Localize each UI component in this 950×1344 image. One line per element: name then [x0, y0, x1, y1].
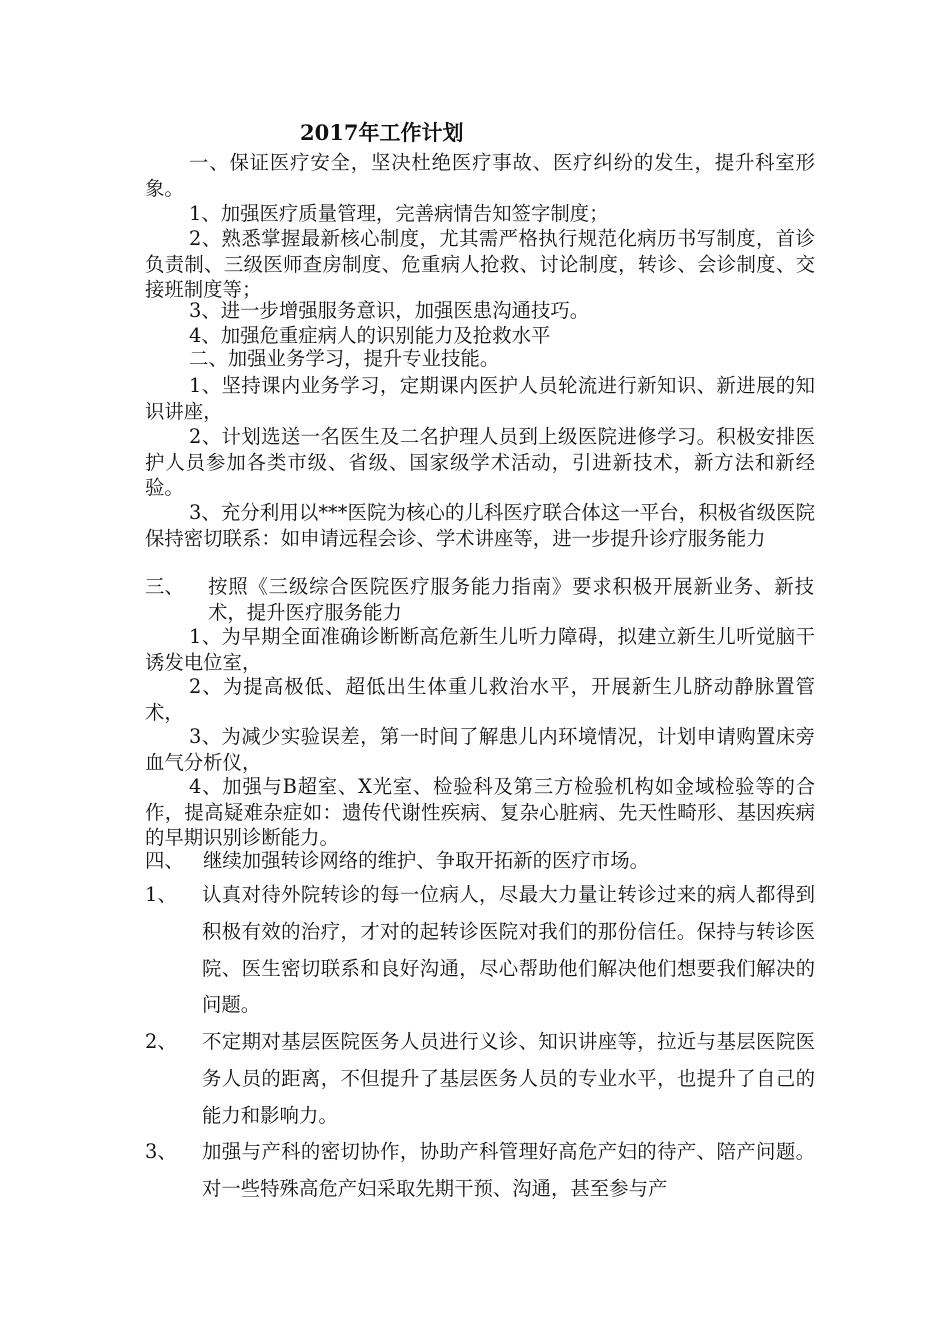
section2-item-1: 1、坚持课内业务学习，定期课内医护人员轮流进行新知识、新进展的知识讲座，	[145, 374, 815, 423]
section3-item-4: 4、加强与B超室、X光室、检验科及第三方检验机构如金域检验等的合作，提高疑难杂症如：遗传代谢性疾病、复杂心脏病、先天性畸形、基因疾病的早期识别诊断能力。	[145, 775, 815, 849]
section4-item-1-text: 认真对待外院转诊的每一位病人，尽最大力量让转诊过来的病人都得到积极有效的治疗，才对的起转诊医院对我们的那份信任。保持与转诊医院、医生密切联系和良好沟通，尽心帮助他们解决他们想要我们解决的问题。	[202, 883, 815, 1017]
section1-item-2: 2、熟悉掌握最新核心制度，尤其需严格执行规范化病历书写制度，首诊负责制、三级医师查房制度、危重病人抢救、讨论制度，转诊、会诊制度、交接班制度等；	[145, 227, 815, 301]
section4-number: 四、	[145, 849, 184, 872]
section3-number: 三、	[145, 575, 184, 598]
section1-item-1: 1、加强医疗质量管理，完善病情告知签字制度；	[189, 202, 609, 225]
section1-item-4: 4、加强危重症病人的识别能力及抢救水平	[189, 324, 551, 347]
section1-heading: 一、保证医疗安全，坚决杜绝医疗事故、医疗纠纷的发生，提升科室形象。	[145, 151, 815, 200]
section1-item-3: 3、进一步增强服务意识，加强医患沟通技巧。	[189, 299, 590, 322]
section3-heading-text: 按照《三级综合医院医疗服务能力指南》要求积极开展新业务、新技术，提升医疗服务能力	[208, 575, 814, 624]
section2-item-2: 2、计划选送一名医生及二名护理人员到上级医院进修学习。积极安排医护人员参加各类市级、省级、国家级学术活动，引进新技术，新方法和新经验。	[145, 425, 815, 499]
section4-heading-text: 继续加强转诊网络的维护、争取开拓新的医疗市场。	[203, 849, 649, 872]
section4-item-3-text: 加强与产科的密切协作，协助产科管理好高危产妇的待产、陪产问题。对一些特殊高危产妇采取先期干预、沟通，甚至参与产	[202, 1140, 815, 1200]
section4-item-2-number: 2、	[145, 1030, 177, 1053]
section3-item-3: 3、为减少实验误差，第一时间了解患儿内环境情况，计划申请购置床旁血气分析仪，	[145, 725, 815, 774]
section2-item-3: 3、充分利用以***医院为核心的儿科医疗联合体这一平台，积极省级医院保持密切联系：如申请远程会诊、学术讲座等，进一步提升诊疗服务能力	[145, 501, 815, 550]
section4-item-3-number: 3、	[145, 1140, 177, 1163]
section4-item-2-text: 不定期对基层医院医务人员进行义诊、知识讲座等，拉近与基层医院医务人员的距离，不但提升了基层医务人员的专业水平，也提升了自己的能力和影响力。	[202, 1030, 815, 1127]
section3-item-2: 2、为提高极低、超低出生体重儿救治水平，开展新生儿脐动静脉置管术，	[145, 675, 815, 724]
section3-item-1: 1、为早期全面准确诊断断高危新生儿听力障碍，拟建立新生儿听觉脑干诱发电位室，	[145, 625, 815, 674]
document-title: 2017年工作计划	[300, 120, 464, 145]
section4-item-1-number: 1、	[145, 883, 177, 906]
section2-heading: 二、加强业务学习，提升专业技能。	[189, 347, 500, 370]
